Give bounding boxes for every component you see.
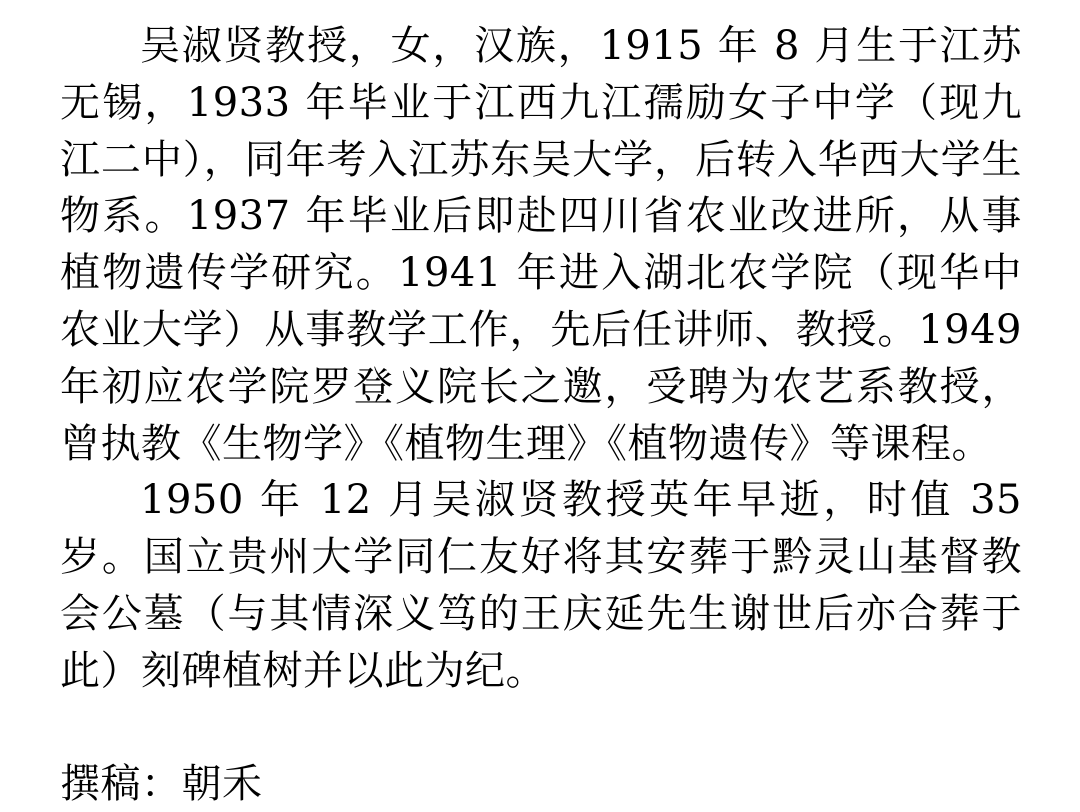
paragraph-2: 1950 年 12 月吴淑贤教授英年早逝，时值 35 岁。国立贵州大学同仁友好将其安葬于黔灵山基督教会公墓（与其情深义笃的王庆延先生谢世后亦合葬于此）刻碑植树并以此为纪。	[60, 477, 1022, 694]
paragraph-1: 吴淑贤教授，女，汉族，1915 年 8 月生于江苏无锡，1933 年毕业于江西九江孺励女子中学（现九江二中），同年考入江苏东吴大学，后转入华西大学生物系。1937 年毕业后即赴四川省农业改进所，从事植物遗传学研究。1941 年进入湖北农学院（现华中农业大学）从事教学工作，先后任讲师、教授。1949 年初应农学院罗登义院长之邀，受聘为农艺系教授，曾执教《生物学》《植物生理》《植物遗传》等课程。	[60, 23, 1022, 467]
document-body	[60, 18, 1022, 812]
author-signature: 撰稿：朝禾	[60, 760, 263, 807]
